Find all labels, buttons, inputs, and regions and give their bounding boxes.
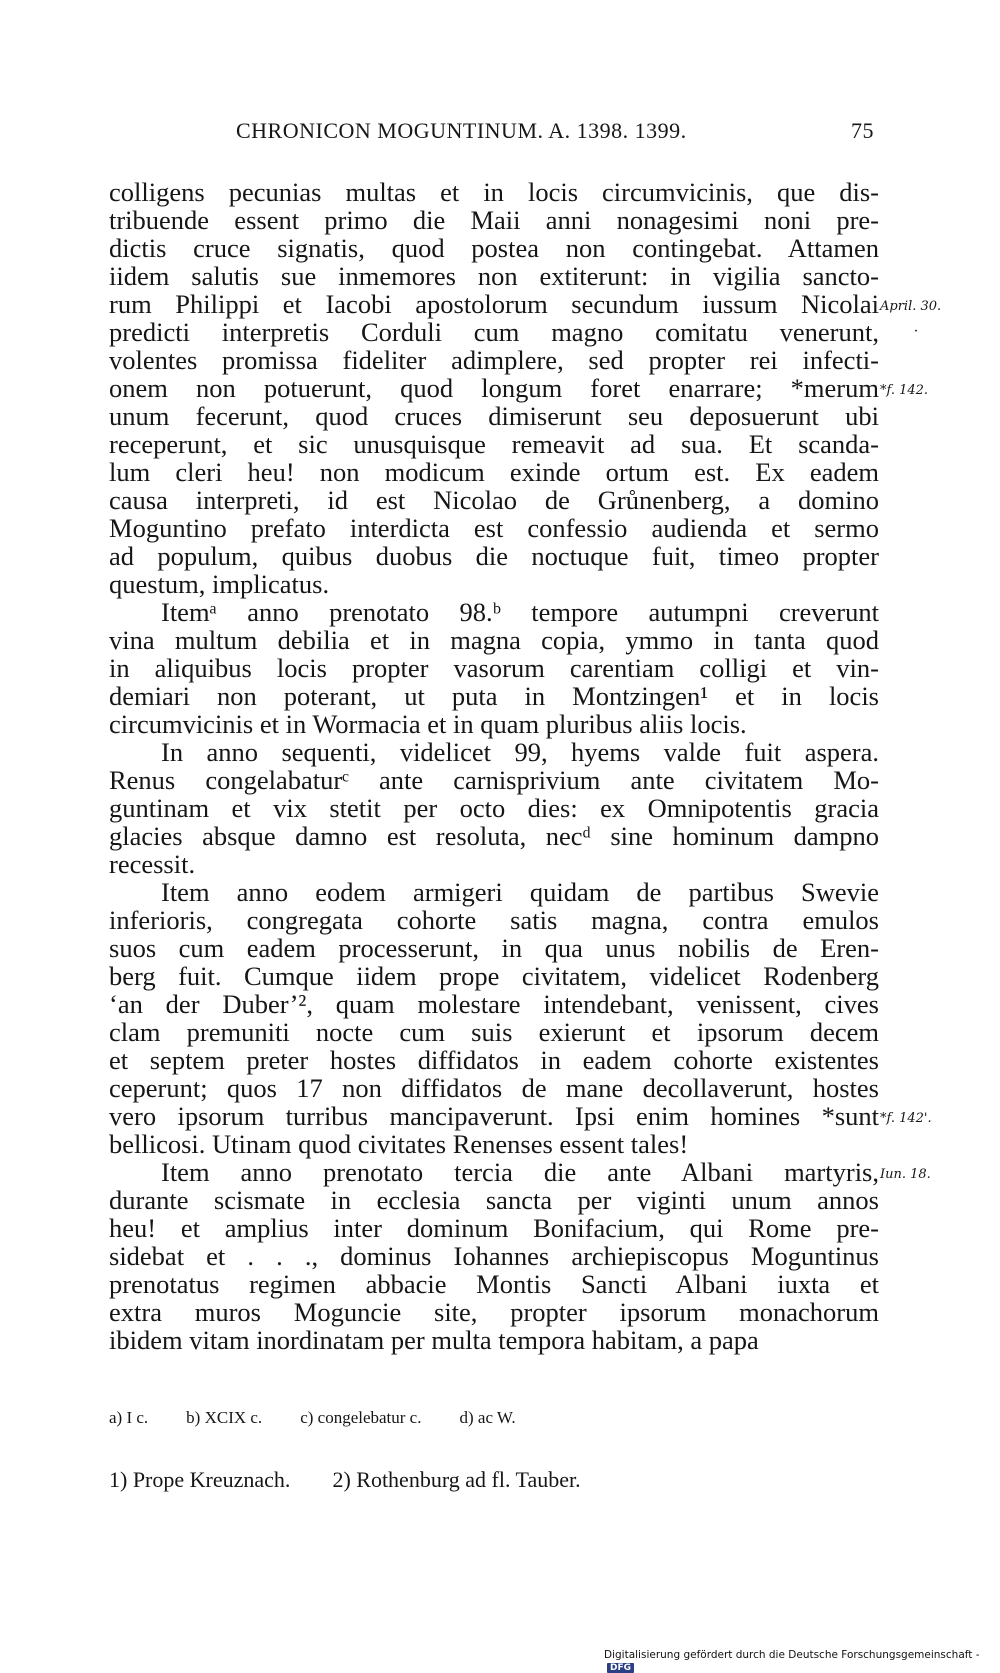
text-line: extra muros Moguncie site, propter ipsorum monachorum (109, 1297, 879, 1327)
digitization-credit (604, 1649, 1000, 1673)
footnote: d) ac W. (459, 1408, 516, 1427)
text-line: colligens pecunias multas et in locis circumvicinis, que dis- (109, 177, 879, 207)
text-line: vero ipsorum turribus mancipaverunt. Ipsi enim homines *sunt (109, 1101, 879, 1131)
text-line: onem non potuerunt, quod longum foret enarrare; *merum (109, 373, 879, 403)
text-line: In anno sequenti, videlicet 99, hyems valde fuit aspera. (161, 737, 879, 767)
text-line: volentes promissa fideliter adimplere, sed propter rei infecti- (109, 345, 879, 375)
credit-text: Digitalisierung gefördert durch die Deutsche Forschungsgemeinschaft - (604, 1649, 980, 1661)
text-line: sidebat et . . ., dominus Iohannes archiepiscopus Moguntinus (109, 1241, 879, 1271)
text-line: tribuende essent primo die Maii anni nonagesimi noni pre- (109, 205, 879, 235)
running-header (236, 118, 874, 144)
text-line: berg fuit. Cumque iidem prope civitatem, videlicet Rodenberg (109, 961, 879, 991)
text-line: durante scismate in ecclesia sancta per viginti unum annos (109, 1185, 879, 1215)
margin-note: *f. 142. (880, 383, 929, 398)
footnote: a) I c. (109, 1408, 149, 1427)
text-line: ibidem vitam inordinatam per multa tempora habitam, a papa (109, 1325, 759, 1355)
header-title: CHRONICON MOGUNTINUM. A. 1398. 1399. (236, 118, 687, 143)
text-line: circumvicinis et in Wormacia et in quam pluribus aliis locis. (109, 709, 747, 739)
text-line: Moguntino prefato interdicta est confessio audienda et sermo (109, 513, 879, 543)
footnote: 2) Rothenburg ad fl. Tauber. (332, 1467, 581, 1492)
text-line: questum, implicatus. (109, 569, 330, 599)
text-line: et septem preter hostes diffidatos in eadem cohorte existentes (109, 1045, 879, 1075)
text-line: predicti interpretis Corduli cum magno comitatu venerunt, (109, 317, 879, 347)
footnote: b) XCIX c. (186, 1408, 263, 1427)
text-line: lum cleri heu! non modicum exinde ortum est. Ex eadem (109, 457, 879, 487)
text-line: heu! et amplius inter dominum Bonifacium, qui Rome pre- (109, 1213, 879, 1243)
text-line: Item anno prenotato tercia die ante Albani martyris, (161, 1157, 879, 1187)
text-line: causa interpreti, id est Nicolao de Grůnenberg, a domino (109, 485, 879, 515)
margin-note: April. 30. (880, 299, 942, 314)
text-line: unum fecerunt, quod cruces dimiserunt seu deposuerunt ubi (109, 401, 879, 431)
text-line: Itemᵃ anno prenotato 98.ᵇ tempore autumpni creverunt (161, 597, 879, 627)
text-line: clam premuniti nocte cum suis exierunt et ipsorum decem (109, 1017, 879, 1047)
text-line: inferioris, congregata cohorte satis magna, contra emulos (109, 905, 879, 935)
text-line: rum Philippi et Iacobi apostolorum secundum iussum Nicolai (109, 289, 879, 319)
text-line: vina multum debilia et in magna copia, ymmo in tanta quod (109, 625, 879, 655)
text-line: Renus congelabaturᶜ ante carnisprivium ante civitatem Mo- (109, 765, 879, 795)
text-line: prenotatus regimen abbacie Montis Sancti Albani iuxta et (109, 1269, 879, 1299)
margin-mark: ˙ (912, 327, 920, 346)
text-line: dictis cruce signatis, quod postea non contingebat. Attamen (109, 233, 879, 263)
text-line: Item anno eodem armigeri quidam de partibus Swevie (161, 877, 879, 907)
margin-note: *f. 142'. (880, 1111, 932, 1126)
text-line: demiari non poterant, ut puta in Montzingen¹ et in locis (109, 681, 879, 711)
footnote: c) congelebatur c. (300, 1408, 422, 1427)
main-text (109, 178, 879, 1354)
margin-note: Iun. 18. (880, 1167, 931, 1182)
page-number: 75 (851, 118, 874, 143)
text-line: ad populum, quibus duobus die noctuque fuit, timeo propter (109, 541, 879, 571)
explanatory-footnotes (109, 1467, 623, 1493)
text-line: glacies absque damno est resoluta, necᵈ sine hominum dampno (109, 821, 879, 851)
text-line: suos cum eadem processerunt, in qua unus nobilis de Eren- (109, 933, 879, 963)
text-line: ceperunt; quos 17 non diffidatos de mane decollaverunt, hostes (109, 1073, 879, 1103)
text-line: ‘an der Duber’², quam molestare intendebant, venissent, cives (109, 989, 879, 1019)
text-line: iidem salutis sue inmemores non extiterunt: in vigilia sancto- (109, 261, 879, 291)
text-line: recessit. (109, 849, 196, 879)
textual-footnotes (109, 1408, 879, 1428)
text-line: in aliquibus locis propter vasorum carentiam colligi et vin- (109, 653, 879, 683)
dfg-logo: DFG (607, 1663, 634, 1673)
text-line: receperunt, et sic unusquisque remeavit ad sua. Et scanda- (109, 429, 879, 459)
text-line: guntinam et vix stetit per octo dies: ex Omnipotentis gracia (109, 793, 879, 823)
text-line: bellicosi. Utinam quod civitates Renenses essent tales! (109, 1129, 689, 1159)
footnote: 1) Prope Kreuznach. (109, 1467, 291, 1492)
